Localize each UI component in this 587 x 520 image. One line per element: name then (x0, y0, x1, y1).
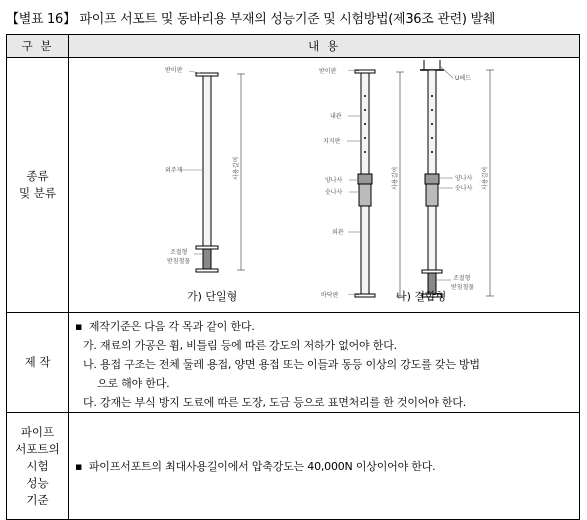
combined-top-label: 받이판 (319, 68, 337, 75)
support-drawings (69, 58, 581, 312)
single-base-label1: 조절형 (170, 249, 188, 256)
performance-label-line3: 시험 (26, 458, 49, 473)
page-title: 【별표 16】 파이프 서포트 및 동바리용 부재의 성능기준 및 시험방법(제36조 관련) 발췌 (6, 12, 495, 27)
caption-single-type: 가) 단일형 (187, 290, 238, 303)
performance-label-line5: 기준 (26, 492, 49, 507)
single-length-label: 사용길이 (233, 156, 240, 180)
performance-label (7, 413, 69, 520)
type-label-line1: 종류 (26, 169, 49, 183)
performance-label-line2: 서포트의 (15, 441, 60, 456)
combined-inner-label: 내관 (330, 113, 342, 120)
type-row (7, 58, 580, 313)
header-category: 구 분 (7, 35, 69, 58)
support-diagram (69, 58, 581, 312)
fabrication-row (7, 313, 580, 413)
fabrication-intro-text: 제작기준은 다음 각 목과 같이 한다. (88, 320, 255, 333)
bullet-icon: ▪ (75, 320, 83, 333)
right-base-label2: 받침철물 (451, 284, 475, 291)
combined-support-label: 지지판 (323, 138, 341, 145)
performance-label-line4: 성능 (26, 475, 49, 490)
combined-outer-label: 외관 (332, 229, 344, 236)
fabrication-item-na: 나. 용접 구조는 전체 둘레 용접, 양면 용접 또는 이들과 동등 이상의 강도를 갖는 방법 (83, 358, 480, 371)
caption-combined-type: 나) 결합형 (396, 290, 447, 303)
combined-right-length-label: 사용길이 (482, 166, 489, 190)
single-support-figure (181, 71, 245, 272)
performance-text: 파이프서포트의 최대사용길이에서 압축강도는 40,000N 이상이어야 한다. (88, 460, 436, 473)
fabrication-intro (75, 317, 573, 336)
right-base-label1: 조절형 (453, 275, 471, 282)
header-content: 내 용 (69, 35, 580, 58)
combined-support-figure (347, 70, 404, 297)
header-row (7, 35, 580, 58)
combined-length-label: 사용길이 (392, 166, 399, 190)
right-nut-label: 숫나사 (455, 185, 473, 192)
uhead-label: U헤드 (455, 75, 471, 82)
single-top-label: 받이판 (165, 67, 183, 74)
performance-content (69, 413, 580, 520)
fabrication-content (69, 313, 580, 413)
fabrication-item-ga: 가. 재료의 가공은 휨, 비틀림 등에 따른 강도의 저하가 없어야 한다. (83, 339, 397, 352)
fabrication-item-na-cont: 으로 해야 한다. (97, 377, 170, 390)
performance-row (7, 413, 580, 520)
fabrication-label: 제 작 (7, 313, 69, 413)
combined-nut-label: 숫나사 (325, 189, 343, 196)
single-outer-label: 외주재 (165, 167, 183, 174)
single-base-label2: 받침철물 (167, 258, 191, 265)
combined-pin-label: 양나사 (325, 177, 343, 184)
type-content (69, 58, 580, 313)
standards-table (6, 34, 580, 520)
type-label (7, 58, 69, 313)
performance-label-line1: 파이프 (20, 424, 55, 439)
right-pin-label: 양나사 (455, 175, 473, 182)
type-label-line2: 및 분류 (19, 186, 56, 200)
bullet-icon: ▪ (75, 460, 83, 473)
fabrication-item-da: 다. 강재는 부식 방지 도료에 따른 도장, 도금 등으로 표면처리를 한 것이어야 한다. (83, 396, 467, 409)
combined-bottom-label: 바닥판 (321, 292, 339, 299)
